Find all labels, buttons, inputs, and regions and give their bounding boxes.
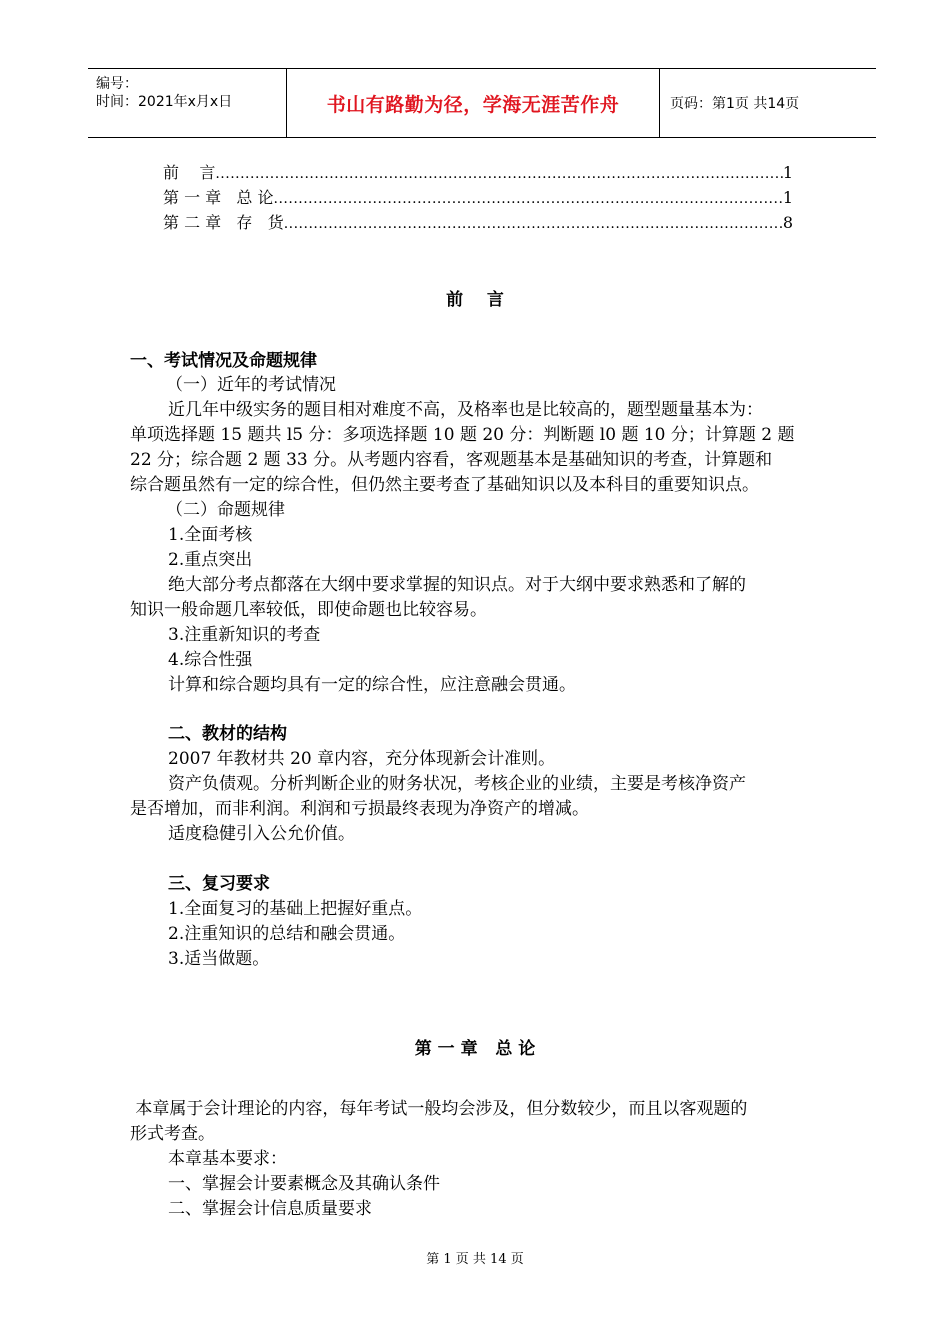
serial-label: 编号： [96, 76, 138, 92]
subsection-title: （一）近年的考试情况 [166, 375, 336, 395]
chapter-heading: 第 一 章 总 论 [414, 1039, 536, 1059]
page-footer: 第 1 页 共 14 页 [426, 1252, 524, 1267]
section-title: 三、复习要求 [168, 874, 270, 894]
toc-entry[interactable]: 第 二 章 存 货 ..... 8 [163, 210, 793, 232]
paragraph-line: 绝大部分考点都落在大纲中要求掌握的知识点。对于大纲中要求熟悉和了解的 [168, 575, 746, 595]
list-item: 一、掌握会计要素概念及其确认条件 [168, 1174, 440, 1194]
paragraph-line: 资产负债观。分析判断企业的财务状况，考核企业的业绩，主要是考核净资产 [168, 774, 746, 794]
time-label: 时间：2021年x月x日 [96, 94, 233, 110]
list-item: 1.全面复习的基础上把握好重点。 [168, 899, 423, 919]
paragraph-line: 2007 年教材共 20 章内容，充分体现新会计准则。 [168, 749, 556, 769]
paragraph-line: 本章基本要求： [168, 1149, 287, 1169]
list-item: 1.全面考核 [168, 525, 253, 545]
paragraph-line: 22 分；综合题 2 题 33 分。从考题内容看，客观题基本是基础知识的考查，计算题和 [130, 450, 773, 470]
preface-heading: 前 言 [446, 290, 504, 310]
paragraph-line: 形式考查。 [130, 1124, 215, 1144]
header-motto-cell [287, 69, 660, 137]
list-item: 3.注重新知识的考查 [168, 625, 321, 645]
header-page-cell [660, 69, 876, 137]
paragraph-line: 单项选择题 15 题共 l5 分：多项选择题 10 题 20 分：判断题 l0 题 10 分；计算题 2 题 [130, 425, 795, 445]
motto: 书山有路勤为径，学海无涯苦作舟 [326, 93, 620, 116]
list-item: 2.重点突出 [168, 550, 253, 570]
paragraph-line: 计算和综合题均具有一定的综合性，应注意融会贯通。 [168, 675, 576, 695]
subsection-title: （二）命题规律 [166, 500, 285, 520]
section-title: 二、教材的结构 [168, 724, 287, 744]
list-item: 4.综合性强 [168, 650, 253, 670]
paragraph-line: 适度稳健引入公允价值。 [168, 824, 355, 844]
paragraph-line: 本章属于会计理论的内容，每年考试一般均会涉及，但分数较少，而且以客观题的 [130, 1099, 748, 1119]
toc-entry[interactable]: 前 言 ..... 1 [163, 160, 793, 182]
page-info: 页码：第1页 共14页 [670, 96, 800, 112]
header-meta [88, 69, 287, 137]
paragraph-line: 是否增加，而非利润。利润和亏损最终表现为净资产的增减。 [130, 799, 589, 819]
paragraph-line: 综合题虽然有一定的综合性，但仍然主要考查了基础知识以及本科目的重要知识点。 [130, 475, 759, 495]
toc-entry[interactable]: 第 一 章 总 论 ..... 1 [163, 185, 793, 207]
list-item: 2.注重知识的总结和融会贯通。 [168, 924, 406, 944]
paragraph-line: 近几年中级实务的题目相对难度不高，及格率也是比较高的，题型题量基本为： [168, 400, 763, 420]
list-item: 3.适当做题。 [168, 949, 270, 969]
section-title: 一、考试情况及命题规律 [130, 351, 317, 371]
page-header [88, 68, 876, 138]
list-item: 二、掌握会计信息质量要求 [168, 1199, 372, 1219]
paragraph-line: 知识一般命题几率较低，即使命题也比较容易。 [130, 600, 487, 620]
